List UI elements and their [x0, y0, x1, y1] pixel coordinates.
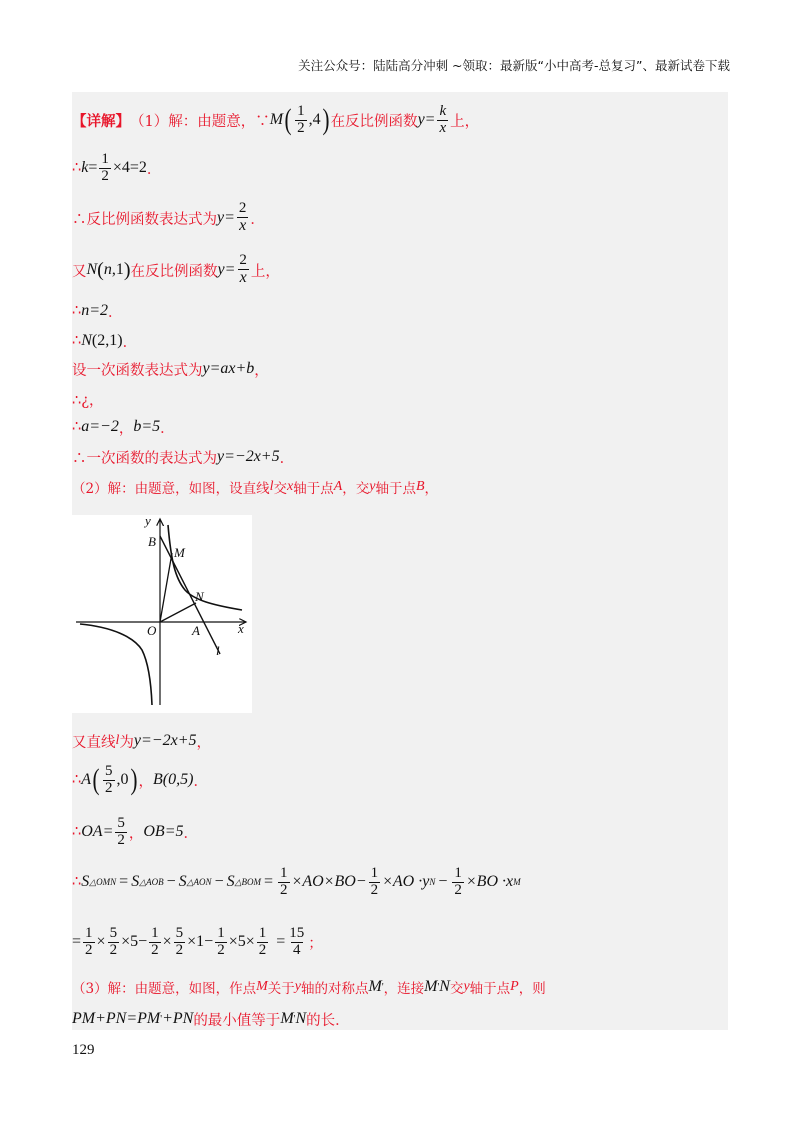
var: y=−2x+5	[217, 448, 280, 465]
text: =	[119, 873, 129, 890]
var: N	[86, 261, 98, 278]
text: ．	[108, 304, 123, 321]
subscript: △OMN	[89, 876, 117, 887]
text: 又直线	[72, 734, 116, 751]
text: 设一次函数表达式为	[72, 362, 203, 379]
text: 轴于点	[469, 981, 511, 997]
text: 轴的对称点	[300, 981, 369, 997]
solution-line-2	[72, 150, 161, 186]
hyperbola-branch-1	[168, 525, 242, 610]
text: ×	[96, 933, 106, 950]
var: ×AO ·y	[382, 873, 430, 890]
var: M	[424, 978, 438, 995]
text: ．	[193, 773, 208, 790]
fraction-5-over-2	[115, 816, 127, 849]
text: 上，	[250, 263, 280, 280]
graph-svg	[72, 515, 252, 713]
solution-line-16	[72, 922, 323, 962]
den: 2	[151, 941, 159, 958]
var: +PN	[162, 1010, 194, 1027]
label-M: M	[174, 545, 185, 560]
den: 2	[217, 941, 225, 958]
fraction-half	[149, 926, 161, 959]
var: N	[439, 978, 450, 995]
text: ，	[118, 420, 134, 437]
var: b=5	[133, 418, 161, 435]
fraction-k-over-x	[437, 104, 448, 137]
solution-line-8	[72, 388, 104, 410]
fraction-2-over-x	[237, 201, 249, 235]
solution-line-4	[72, 252, 280, 288]
text: 在反比例函数	[330, 113, 418, 130]
num: 2	[238, 200, 247, 217]
num: 1	[297, 102, 305, 119]
text: 关于	[267, 981, 295, 997]
solution-line-7	[72, 358, 269, 380]
line-l	[160, 536, 220, 654]
fraction-5-over-2	[174, 926, 186, 959]
paren-right: )	[322, 103, 330, 136]
den: x	[439, 119, 447, 136]
label-l: l	[216, 643, 220, 658]
text: ∴一次函数的表达式为	[72, 450, 217, 467]
solution-line-11	[72, 476, 438, 498]
den: 2	[370, 881, 379, 898]
text: ．	[250, 211, 265, 228]
text: 的长．	[306, 1012, 350, 1029]
page-number: 129	[72, 1042, 95, 1058]
den: 2	[117, 831, 125, 848]
text: 上，	[450, 113, 480, 130]
paren-right: )	[123, 258, 131, 281]
var: ×AO×BO−	[291, 873, 367, 890]
text: =	[264, 873, 274, 890]
text: ∴	[72, 824, 82, 840]
text: −	[438, 873, 448, 890]
solution-line-14	[72, 812, 198, 852]
text: ，	[138, 773, 154, 790]
var: M	[368, 978, 382, 995]
solution-line-18	[72, 1008, 350, 1030]
var: B(0,5)	[153, 771, 194, 788]
var: S	[178, 873, 187, 890]
var: y	[369, 479, 376, 494]
text: =	[276, 933, 286, 950]
fraction-half	[215, 926, 227, 959]
paren-left: (	[92, 763, 100, 796]
label-y: y	[145, 515, 151, 528]
var: y	[463, 979, 470, 994]
label-O: O	[147, 623, 157, 638]
text: ．	[122, 334, 138, 351]
text: =	[72, 933, 82, 950]
function-graph	[72, 515, 252, 713]
var: S	[131, 873, 140, 890]
text: ．	[160, 420, 175, 437]
label-x: x	[238, 621, 244, 636]
text: 轴于点	[293, 481, 334, 497]
text: ∴	[72, 303, 82, 319]
label-B: B	[148, 534, 156, 549]
subscript: N	[429, 877, 436, 887]
text: ．	[146, 161, 162, 178]
solution-line-15	[72, 862, 521, 902]
var: M	[280, 1010, 294, 1027]
text: −	[166, 873, 176, 890]
text: 的最小值等于	[193, 1012, 281, 1029]
var: y=ax+b	[202, 360, 255, 377]
fraction-half	[257, 926, 269, 959]
text: =	[88, 159, 98, 176]
text: ．	[183, 825, 198, 842]
solution-line-1	[72, 102, 479, 138]
var: S	[81, 873, 90, 890]
label-A: A	[192, 623, 200, 638]
text: ∴	[72, 333, 82, 349]
text: ×5−	[121, 933, 148, 950]
var: PM+PN=PM	[72, 1010, 161, 1027]
solution-line-10	[72, 446, 294, 468]
subscript: M	[513, 877, 521, 887]
var: ×BO ·x	[465, 873, 514, 890]
den: 2	[297, 119, 305, 136]
fraction-half	[295, 104, 307, 137]
text: ，	[254, 362, 269, 379]
prime: '	[381, 981, 384, 993]
var: B	[415, 479, 425, 494]
num: 1	[370, 864, 379, 881]
fraction-half	[452, 866, 464, 899]
var: y=	[417, 111, 436, 128]
var: y=	[217, 261, 236, 278]
text: ,0	[116, 771, 129, 788]
subscript: △AON	[186, 876, 212, 887]
paren-left: (	[284, 103, 292, 136]
var: A	[333, 479, 343, 494]
text: ×5×	[228, 933, 255, 950]
text: ．	[279, 450, 295, 467]
text: ，交	[342, 481, 370, 497]
text: ，	[128, 825, 144, 842]
den: 2	[109, 941, 118, 958]
text: −	[214, 873, 224, 890]
text: ,1	[111, 261, 124, 278]
label-N: N	[195, 589, 204, 604]
var: y	[294, 979, 301, 994]
num: 1	[280, 864, 288, 881]
var: M	[256, 979, 268, 994]
text: ∴反比例函数表达式为	[72, 211, 217, 228]
page-header: 关注公众号：陆陆高分冲刺 ~领取：最新版“小中高考-总复习”、最新试卷下载	[298, 58, 730, 73]
solution-line-5	[72, 300, 123, 322]
text: （1）解：由题意，∵	[130, 113, 270, 130]
detail-tag: 【详解】	[72, 112, 130, 130]
num: 1	[217, 924, 225, 941]
text: ×	[162, 933, 172, 950]
subscript: △AOB	[139, 876, 164, 887]
text: ∴	[72, 160, 82, 176]
fraction-half	[99, 152, 111, 185]
num: 5	[109, 924, 118, 941]
fraction-half	[83, 926, 95, 959]
var: k	[81, 159, 89, 176]
text: ∴	[72, 874, 82, 890]
text: （2）解：由题意，如图，设直线	[72, 481, 270, 497]
den: x	[239, 268, 247, 286]
text: 为	[119, 734, 134, 751]
text: （3）解：由题意，如图，作点	[72, 981, 257, 997]
num: 1	[151, 924, 159, 941]
var: OA=	[81, 823, 114, 840]
solution-line-3	[72, 200, 265, 236]
text: 轴于点	[375, 481, 416, 497]
text: ，	[196, 734, 211, 751]
paren-left: (	[97, 258, 104, 281]
fraction-15-over-4	[287, 926, 306, 959]
num: 1	[258, 924, 267, 941]
num: k	[439, 102, 447, 119]
text: 在反比例函数	[130, 263, 218, 280]
text: ∴	[72, 772, 82, 788]
den: 2	[258, 941, 267, 958]
var: A	[81, 771, 92, 788]
den: 2	[101, 167, 109, 184]
num: 1	[101, 150, 109, 167]
var: y=−2x+5	[133, 732, 197, 749]
solution-line-12	[72, 730, 211, 752]
text: ∴¿，	[72, 392, 104, 409]
hyperbola-branch-2	[80, 624, 152, 705]
segment-ON	[160, 603, 196, 622]
num: 5	[105, 762, 113, 779]
prime: '	[293, 1013, 296, 1025]
text: ；	[308, 935, 323, 952]
var: M	[269, 111, 284, 128]
num: 5	[175, 924, 184, 941]
text: 又	[72, 263, 87, 280]
num: 1	[85, 924, 93, 941]
fraction-half	[369, 866, 381, 899]
text: 交	[449, 981, 464, 997]
segment-OM	[160, 553, 172, 622]
var: l	[269, 479, 274, 494]
text: 交	[273, 481, 287, 497]
var: P	[510, 979, 519, 994]
text: (2,1)	[91, 332, 123, 349]
var: OB=5	[143, 823, 184, 840]
var: n	[103, 261, 112, 278]
solution-line-9	[72, 416, 175, 438]
var: n=2	[81, 302, 109, 319]
text: ∴	[72, 419, 82, 435]
den: 2	[454, 881, 462, 898]
den: 2	[105, 779, 113, 796]
fraction-5-over-2	[108, 926, 120, 959]
solution-line-13	[72, 760, 208, 800]
text: ×1−	[187, 933, 214, 950]
num: 1	[454, 864, 462, 881]
solution-line-6	[72, 330, 137, 352]
text: ，连接	[383, 981, 425, 997]
den: x	[239, 216, 247, 234]
var: S	[226, 873, 235, 890]
text: ,4	[308, 111, 321, 128]
prime: '	[437, 981, 440, 993]
den: 2	[280, 881, 288, 898]
text: ×4=2	[112, 159, 147, 176]
var: y=	[217, 209, 235, 226]
var: l	[115, 733, 120, 748]
fraction-5-over-2	[103, 764, 115, 797]
text: ，	[424, 481, 439, 497]
solution-line-17	[72, 976, 546, 998]
den: 2	[85, 941, 93, 958]
var: a=−2	[81, 418, 119, 435]
text: ，则	[518, 981, 546, 997]
var: x	[286, 479, 294, 494]
fraction-half	[278, 866, 290, 899]
paren-right: )	[130, 763, 138, 796]
subscript: △BOM	[234, 876, 262, 887]
num: 15	[289, 924, 305, 941]
num: 2	[239, 252, 247, 269]
den: 2	[175, 941, 184, 958]
prime: '	[160, 1013, 163, 1025]
fraction-2-over-x	[237, 253, 249, 287]
den: 4	[293, 941, 301, 958]
var: N	[81, 332, 92, 349]
num: 5	[117, 814, 125, 831]
var: N	[295, 1010, 307, 1027]
